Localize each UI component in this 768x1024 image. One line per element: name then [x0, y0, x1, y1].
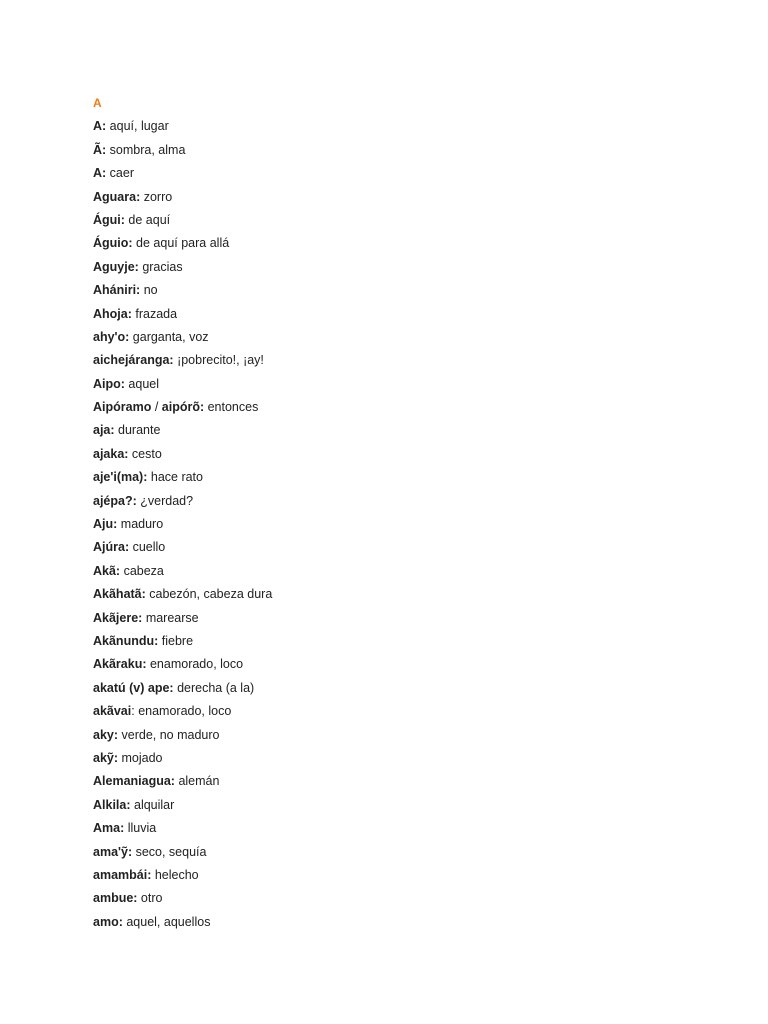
- dictionary-entry: [93, 445, 733, 468]
- entry-term: Ahoja:: [93, 306, 132, 321]
- dictionary-entry: [93, 305, 733, 328]
- entry-term: aichejáranga:: [93, 353, 174, 368]
- section-letter-heading: A: [93, 96, 102, 110]
- entry-definition: fiebre: [158, 633, 194, 648]
- dictionary-entry: [93, 843, 733, 866]
- dictionary-entry: [93, 585, 733, 608]
- entry-definition: ¿verdad?: [136, 493, 194, 508]
- entry-term: Ajúra:: [93, 540, 130, 555]
- entry-term: Akãraku:: [93, 657, 147, 672]
- dictionary-entry: [93, 281, 733, 304]
- entry-definition: durante: [114, 423, 161, 438]
- entry-definition: no: [140, 283, 158, 298]
- entry-definition: aquel, aquellos: [122, 914, 211, 929]
- entry-term: Akãnundu:: [93, 633, 159, 648]
- entry-term: Águi:: [93, 212, 125, 227]
- entry-definition: ¡pobrecito!, ¡ay!: [173, 353, 264, 368]
- dictionary-entry: [93, 164, 733, 187]
- dictionary-entry: [93, 188, 733, 211]
- dictionary-entry: [93, 515, 733, 538]
- entry-term: amo:: [93, 914, 123, 929]
- entry-definition: garganta, voz: [129, 329, 209, 344]
- dictionary-entry: [93, 351, 733, 374]
- entry-definition: alemán: [174, 774, 220, 789]
- entry-definition: enamorado, loco: [134, 704, 232, 719]
- entry-definition: cabezón, cabeza dura: [145, 587, 273, 602]
- entry-term: Alkila:: [93, 797, 131, 812]
- entry-term: ajaka:: [93, 446, 129, 461]
- dictionary-entry: [93, 632, 733, 655]
- entry-term: amambái:: [93, 867, 152, 882]
- dictionary-entry: [93, 538, 733, 561]
- entry-definition: derecha (a la): [173, 680, 255, 695]
- entry-term: ahy'o:: [93, 329, 130, 344]
- dictionary-entry: [93, 866, 733, 889]
- entry-definition: mojado: [118, 750, 163, 765]
- entry-separator: /: [151, 400, 162, 415]
- dictionary-entry: [93, 772, 733, 795]
- dictionary-entry: [93, 234, 733, 257]
- entry-definition: frazada: [131, 306, 178, 321]
- entry-term: Alemaniagua:: [93, 774, 175, 789]
- entry-term-variant: aipórõ:: [161, 400, 205, 415]
- dictionary-entry: [93, 117, 733, 140]
- dictionary-entry: [93, 889, 733, 912]
- entry-definition: zorro: [140, 189, 173, 204]
- entry-term: ajépa?:: [93, 493, 137, 508]
- dictionary-entry: [93, 702, 733, 725]
- dictionary-page: [93, 94, 733, 936]
- entry-term: Aipóramo: [93, 400, 152, 415]
- entry-term: Aguara:: [93, 189, 141, 204]
- entry-term: aje'i(ma):: [93, 470, 148, 485]
- entry-definition: de aquí: [124, 212, 171, 227]
- entry-term: A:: [93, 166, 107, 181]
- entry-term: ambue:: [93, 891, 138, 906]
- entry-term: aky:: [93, 727, 119, 742]
- dictionary-entry: [93, 726, 733, 749]
- entry-definition: verde, no maduro: [118, 727, 220, 742]
- entry-definition: enamorado, loco: [146, 657, 244, 672]
- entry-definition: lluvia: [124, 821, 157, 836]
- entry-term: Akãhatã:: [93, 587, 146, 602]
- dictionary-entry: [93, 796, 733, 819]
- entry-term: ama'ỹ:: [93, 844, 133, 859]
- dictionary-entry: [93, 609, 733, 632]
- entry-definition: helecho: [151, 867, 199, 882]
- entry-term: Aguyje:: [93, 259, 139, 274]
- dictionary-entry: [93, 258, 733, 281]
- entry-definition: gracias: [138, 259, 183, 274]
- entry-term: Akã:: [93, 563, 121, 578]
- entry-term: Ama:: [93, 821, 125, 836]
- dictionary-entry: [93, 398, 733, 421]
- entry-definition: maduro: [117, 517, 164, 532]
- entry-term: Aipo:: [93, 376, 125, 391]
- entry-definition: cuello: [129, 540, 166, 555]
- dictionary-entry: [93, 562, 733, 585]
- entry-term: Ã:: [93, 142, 107, 157]
- entry-definition: cesto: [128, 446, 162, 461]
- entry-term: Akãjere:: [93, 610, 143, 625]
- dictionary-entry: [93, 749, 733, 772]
- dictionary-entry: [93, 468, 733, 491]
- entry-definition: alquilar: [130, 797, 175, 812]
- entry-definition: de aquí para allá: [132, 236, 230, 251]
- dictionary-entry: [93, 655, 733, 678]
- entry-list: [93, 117, 733, 936]
- dictionary-entry: [93, 492, 733, 515]
- entry-definition: entonces: [204, 400, 259, 415]
- entry-definition: cabeza: [120, 563, 164, 578]
- entry-term: Aju:: [93, 517, 118, 532]
- entry-definition: aquí, lugar: [106, 119, 169, 134]
- entry-term: akatú (v) ape:: [93, 680, 174, 695]
- dictionary-entry: [93, 375, 733, 398]
- dictionary-entry: [93, 679, 733, 702]
- entry-term: A:: [93, 119, 107, 134]
- dictionary-entry: [93, 328, 733, 351]
- entry-definition: otro: [137, 891, 163, 906]
- entry-definition: marearse: [142, 610, 199, 625]
- entry-term: akãvai: [93, 704, 132, 719]
- entry-term: Ahániri:: [93, 283, 141, 298]
- dictionary-entry: [93, 913, 733, 936]
- entry-term: Águio:: [93, 236, 133, 251]
- entry-definition: caer: [106, 166, 134, 181]
- entry-separator: :: [131, 704, 135, 719]
- entry-definition: hace rato: [147, 470, 203, 485]
- entry-term: akỹ:: [93, 750, 119, 765]
- dictionary-entry: [93, 141, 733, 164]
- entry-definition: seco, sequía: [132, 844, 207, 859]
- entry-definition: sombra, alma: [106, 142, 186, 157]
- entry-term: aja:: [93, 423, 115, 438]
- dictionary-entry: [93, 819, 733, 842]
- entry-definition: aquel: [124, 376, 159, 391]
- dictionary-entry: [93, 421, 733, 444]
- dictionary-entry: [93, 211, 733, 234]
